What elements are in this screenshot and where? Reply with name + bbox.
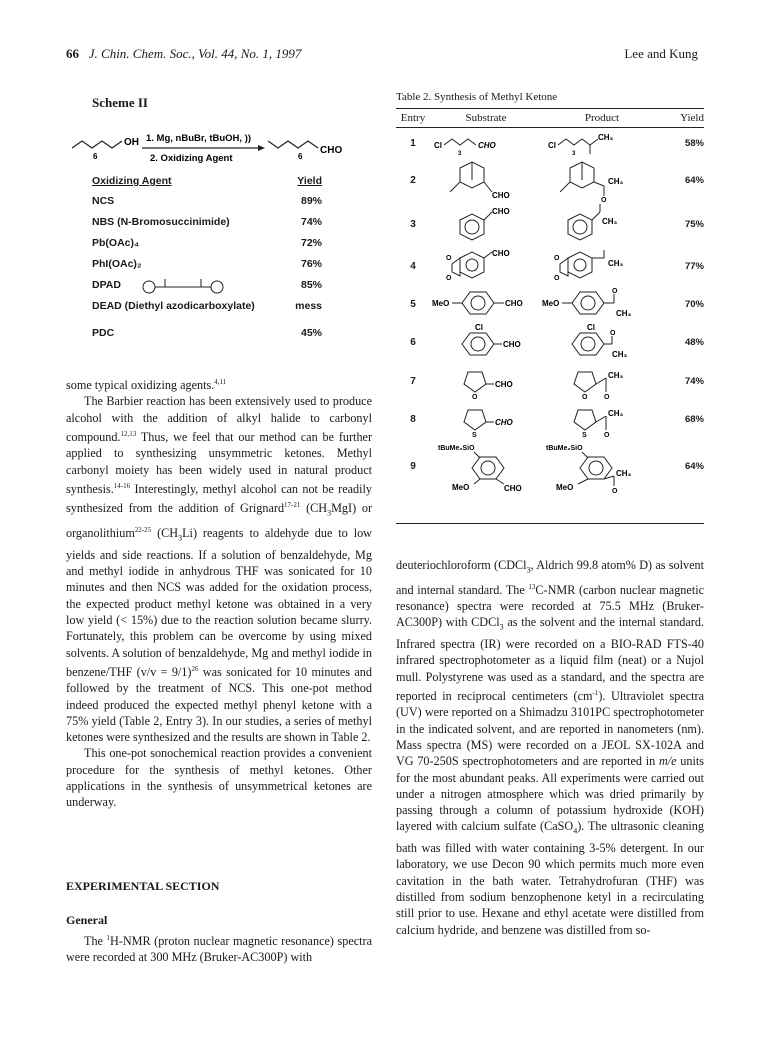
table2-title: Table 2. Synthesis of Methyl Ketone — [396, 91, 558, 103]
table-row — [92, 295, 322, 316]
cl-label: Cl — [475, 323, 483, 332]
start-subscript: 6 — [93, 152, 98, 161]
header-product: Product — [584, 112, 620, 124]
section-heading-experimental: EXPERIMENTAL SECTION — [66, 879, 220, 893]
tbu-label: tBuMe₂SiO — [546, 445, 583, 452]
reagents-line-2: 2. Oxidizing Agent — [150, 153, 233, 164]
agent-name: PDC — [92, 326, 115, 339]
agent-yield: 72% — [300, 236, 322, 249]
product-subscript: 6 — [298, 152, 303, 161]
meo-label: MeO — [432, 299, 450, 308]
paragraph: This one-pot sonochemical reaction provides a convenient procedure for the synthesis of methyl ketones. Other applications in the synthesis of unsymmetrical ketones are underway. — [66, 746, 372, 810]
o-label: O — [604, 432, 610, 438]
o-label: O — [612, 488, 618, 494]
table-row — [396, 128, 704, 158]
header-entry: Entry — [400, 112, 426, 124]
product-structure — [542, 202, 662, 246]
cl-label: Cl — [587, 323, 595, 332]
cho-label: CHO — [495, 380, 513, 389]
cho-label: CHO — [492, 207, 510, 216]
agent-name: PhI(OAc)₂ — [92, 257, 142, 270]
agent-name: NBS (N-Bromosuccinimide) — [92, 215, 230, 228]
table-row — [396, 362, 704, 400]
substrate-structure — [430, 400, 542, 438]
table-row — [92, 232, 322, 253]
entry-number: 3 — [410, 218, 416, 230]
entry-yield: 64% — [684, 460, 704, 472]
product-structure — [542, 438, 662, 494]
cl-label: Cl — [434, 141, 442, 150]
table-row — [396, 158, 704, 202]
table-row — [396, 400, 704, 438]
product-structure — [542, 128, 662, 158]
agent-yield: 89% — [300, 194, 322, 207]
journal-citation: J. Chin. Chem. Soc., Vol. 44, No. 1, 1997 — [88, 46, 302, 61]
running-header-authors: Lee and Kung — [624, 46, 698, 61]
left-column-text — [66, 374, 372, 811]
ch3-label: CH₃ — [616, 469, 632, 478]
ch3-label: CH₃ — [608, 371, 624, 380]
agent-name: NCS — [92, 194, 115, 207]
cho-label: CHO — [495, 418, 513, 427]
cho-label: CHO — [478, 141, 496, 150]
agent-name: Pb(OAc)₄ — [92, 236, 140, 249]
table2-header — [396, 108, 704, 128]
agent-yield: 45% — [300, 326, 322, 339]
ch3-label: CH₃ — [608, 259, 624, 268]
cho-label: CHO — [504, 484, 522, 493]
o-label: O — [446, 255, 452, 262]
entry-yield: 77% — [684, 260, 704, 272]
oxidizing-agent-header: Oxidizing Agent — [92, 175, 172, 187]
entry-number: 9 — [410, 460, 416, 472]
table-row — [92, 274, 322, 295]
dpad-structure-icon — [139, 276, 229, 294]
meo-label: MeO — [556, 483, 574, 492]
table-row — [92, 190, 322, 211]
table-row — [92, 211, 322, 232]
agent-name: DEAD (Diethyl azodicarboxylate) — [92, 299, 255, 312]
cho-label: CHO — [492, 191, 510, 200]
paragraph: some typical oxidizing agents.$^{4,11}$ — [66, 378, 227, 393]
entry-number: 2 — [410, 174, 416, 186]
scheme-title: Scheme II — [92, 95, 148, 110]
scheme-reaction — [66, 115, 376, 170]
entry-number: 8 — [410, 413, 416, 425]
table-row — [396, 438, 704, 494]
table2-bottom-rule — [396, 523, 704, 524]
paragraph: The $^1$H-NMR (proton nuclear magnetic resonance) spectra were recorded at 300 MHz (Bruker-AC300P) with — [66, 934, 372, 965]
tbu-label: tBuMe₂SiO — [438, 445, 475, 452]
agent-yield: 74% — [300, 215, 322, 228]
table-row — [92, 253, 322, 274]
ch3-label: CH₃ — [608, 177, 624, 186]
substrate-structure — [430, 158, 542, 202]
oxidizing-agent-table — [92, 172, 322, 343]
substrate-structure — [430, 246, 542, 286]
o-label: O — [446, 275, 452, 282]
subsection-heading-general: General — [66, 913, 108, 927]
product-structure — [542, 246, 662, 286]
agent-yield: 85% — [300, 278, 322, 291]
substrate-structure — [430, 362, 542, 400]
entry-number: 7 — [410, 375, 416, 387]
o-label: O — [554, 255, 560, 262]
entry-yield: 68% — [684, 413, 704, 425]
entry-yield: 74% — [684, 375, 704, 387]
page-number: 66 — [66, 46, 79, 61]
entry-number: 5 — [410, 298, 416, 310]
table-row — [396, 246, 704, 286]
substrate-structure — [430, 286, 542, 322]
o-label: O — [582, 394, 588, 400]
entry-yield: 70% — [684, 298, 704, 310]
table-row — [396, 286, 704, 322]
start-oh-label: OH — [124, 137, 139, 148]
o-label: O — [601, 197, 607, 202]
product-structure — [542, 362, 662, 400]
entry-yield: 64% — [684, 174, 704, 186]
substrate-structure — [430, 438, 542, 494]
o-label: O — [612, 288, 618, 295]
running-header-left — [66, 46, 301, 62]
subscript-label: 3 — [572, 151, 576, 157]
product-structure — [542, 158, 662, 202]
table2 — [396, 108, 704, 494]
paragraph: The Barbier reaction has been extensively used to produce alcohol with the addition of alkyl halide to carbonyl compound.$^{12,13}$ Thus, we feel that our method can be further applied to synthesizing unsymmetric ketones. Methyl carbonyl moiety has been widely used in natural product synthesis.$^{14-16}$ Interestingly, methyl alcohol can not be readily synthesized from the addition of Grignard$^{17-21}$ $(CH_3MgI)$ or organolithium$^{22-25}$ $(CH_3Li)$ reagents to aldehyde due to low yields and side reactions. If a solution of benzaldehyde, Mg and methyl iodide in anhydrous THF was sonicated for 10 minutes and then NCS was added for the oxidation process, the expected product methyl ketone was obtained in a very low yield (< 15%) due to the reaction solution became slurry. Fortunately, this problem can be overcome by using mixed solvents. A solution of benzaldehyde, Mg and methyl iodide in benzene/THF (v/v = 9/1)$^{26}$ was sonicated for 10 minutes and followed by the treatment of NCS. This one-pot method indeed produced the expected methyl phenyl ketone with a 75% yield (Table 2, Entry 3). In our studies, a series of methyl ketones were synthesized and the results are shown in Table 2. — [66, 394, 372, 745]
cho-label: CHO — [503, 340, 521, 349]
entry-yield: 75% — [684, 218, 704, 230]
subscript-label: 3 — [458, 151, 462, 157]
table-row — [92, 322, 322, 343]
ch3-label: CH₃ — [612, 350, 628, 359]
entry-yield: 58% — [684, 137, 704, 149]
product-cho-label: CHO — [320, 145, 343, 156]
s-label: S — [472, 432, 477, 438]
right-column-text — [396, 557, 704, 938]
header-yield: Yield — [680, 112, 704, 124]
product-structure — [542, 322, 662, 362]
header-substrate: Substrate — [465, 112, 507, 124]
cho-label: CHO — [505, 299, 523, 308]
entry-number: 1 — [410, 137, 416, 149]
o-label: O — [554, 275, 560, 282]
entry-yield: 48% — [684, 336, 704, 348]
s-label: S — [582, 432, 587, 438]
cl-label: Cl — [548, 141, 556, 150]
ch3-label: CH₃ — [616, 309, 632, 318]
o-label: O — [604, 394, 610, 400]
table-row — [396, 322, 704, 362]
yield-header: Yield — [297, 175, 322, 187]
entry-number: 6 — [410, 336, 416, 348]
substrate-structure — [430, 128, 542, 158]
cho-label: CHO — [492, 249, 510, 258]
substrate-structure — [430, 202, 542, 246]
paragraph: deuteriochloroform (CDCl$_3$, Aldrich 99.8 atom% D) as solvent and internal standard. The $^{13}$C-NMR (carbon nuclear magnetic resonance) spectra were recorded at 75.5 MHz (Bruker-AC300P) with CDCl$_3$ as the solvent and the internal standard. Infrared spectra (IR) were recorded on a BIO-RAD FTS-40 infrared spectrophotometer as a liquid film (neat) or a Nujol mull. Polystyrene was used as a standard, and the spectra are reported in reciprocal centimeters $(cm^{-1})$. Ultraviolet spectra (UV) were reported on a Shimadzu 3101PC spectrophotometer in the indicated solvent, and are reported in nanometers (nm). Mass spectra (MS) were recorded on a JEOL SX-102A and VG 70-250S spectrophotometers and are reported in m/e units for the most abundant peaks. All experiments were carried out under a nitrogen atmosphere which was dried primarily by passing through a column of potassium hydroxide (KOH) layered with calcium sulfate (CaSO$_4$). The ultrasonic cleaning bath was filled with water containing 3-5% detergent. In our laboratory, we use Decon 90 which permits much more even cavitation in the bath water. Tetrahydrofuran (THF) was distilled from sodium benzophenone ketyl in a recirculating still prior to use. Hexane and ethyl acetate were distilled from calcium hydride, and benzene was distilled from so- — [396, 558, 705, 937]
table-row — [396, 202, 704, 246]
agent-yield: mess — [295, 299, 322, 312]
ch3-label: CH₃ — [602, 217, 618, 226]
ch3-label: CH₃ — [608, 409, 624, 418]
o-label: O — [610, 330, 616, 337]
meo-label: MeO — [452, 483, 470, 492]
substrate-structure — [430, 322, 542, 362]
entry-number: 4 — [410, 260, 416, 272]
product-structure — [542, 400, 662, 438]
product-structure — [542, 286, 662, 322]
o-label: O — [472, 394, 478, 400]
reagents-line-1: 1. Mg, nBuBr, tBuOH, )) — [146, 133, 252, 144]
ch3-label: CH₃ — [598, 133, 614, 142]
left-column-general-text — [66, 930, 372, 966]
agent-name: DPAD — [92, 278, 121, 291]
meo-label: MeO — [542, 299, 560, 308]
agent-yield: 76% — [300, 257, 322, 270]
